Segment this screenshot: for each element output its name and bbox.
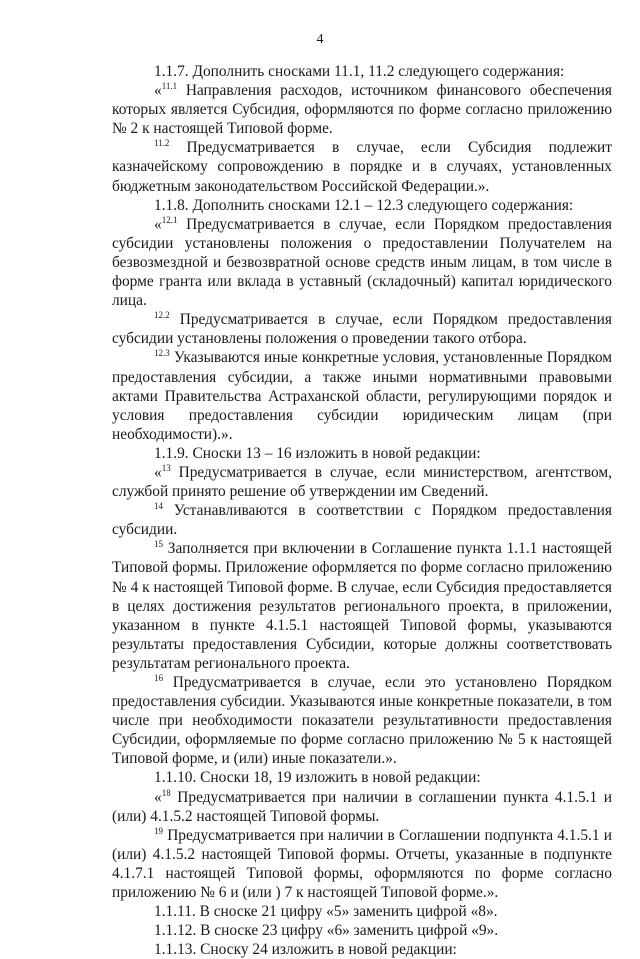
paragraph (112, 788, 612, 826)
paragraph-text: Предусматривается при наличии в соглашении пункта 4.1.5.1 и (или) 4.1.5.2 настоящей Типовой формы. (112, 788, 612, 825)
paragraph-text: Предусматривается в случае, если Субсидия подлежит казначейскому сопровождению в порядке и в случаях, установленных бюджетным законодательством Российской Федерации.». (112, 139, 612, 195)
paragraph-text: 1.1.11. В сноске 21 цифру «5» заменить цифрой «8». (154, 903, 498, 921)
footnote-marker: 13 (161, 462, 171, 473)
paragraph-text: 1.1.7. Дополнить сносками 11.1, 11.2 следующего содержания: (154, 63, 565, 80)
paragraph (112, 138, 612, 195)
paragraph (112, 501, 612, 539)
footnote-marker: 12.3 (154, 348, 170, 359)
paragraph-text: Предусматривается при наличии в Соглашении подпункта 4.1.5.1 и (или) 4.1.5.2 настоящей Типовой формы. Отчеты, указанные в подпункте 4.1.7.1 настоящей Типовой формы, оформляются по форме согласно приложению № 6 и (или ) 7 к настоящей Типовой форме.». (112, 826, 612, 902)
paragraph-text: 1.1.10. Сноски 18, 19 изложить в новой редакции: (154, 769, 481, 787)
footnote-marker: 14 (154, 501, 163, 512)
paragraph-text: Предусматривается в случае, если это установлено Порядком предоставления субсидии. Указываются иные конкретные показатели, в том числе при необходимости показатели результативности предоставления Субсидии, оформляемые по форме согласно приложению № 5 к настоящей Типовой форме, и (или) иные показатели.». (112, 674, 612, 768)
paragraph (112, 348, 612, 443)
document-body (112, 62, 612, 959)
paragraph (112, 81, 612, 138)
paragraph-text: Направления расходов, источником финансового обеспечения которых является Субсидия, оформляются по форме согласно приложению № 2 к настоящей Типовой форме. (112, 82, 612, 138)
paragraph (112, 62, 612, 81)
footnote-marker: 12.1 (161, 214, 178, 225)
paragraph-text: 1.1.12. В сноске 23 цифру «6» заменить цифрой «9». (154, 922, 499, 940)
paragraph-text: Предусматривается в случае, если Порядком предоставления субсидии установлены положения о проведении такого отбора. (112, 311, 612, 348)
footnote-marker: 18 (161, 787, 171, 798)
paragraph (112, 196, 612, 215)
paragraph-text: Предусматривается в случае, если министерством, агентством, службой принято решение об утверждении им Сведений. (112, 463, 612, 501)
paragraph (112, 673, 612, 768)
footnote-marker: 19 (154, 825, 163, 836)
paragraph (112, 215, 612, 310)
footnote-marker: 12.2 (154, 310, 170, 321)
paragraph-prefix: « (154, 463, 162, 481)
paragraph (112, 310, 612, 348)
paragraph-text: 1.1.8. Дополнить сносками 12.1 – 12.3 следующего содержания: (154, 196, 574, 214)
footnote-marker: 11.2 (154, 138, 170, 149)
footnote-marker: 11.1 (161, 81, 178, 92)
paragraph-text: Заполняется при включении в Соглашение пункта 1.1.1 настоящей Типовой формы. Приложение оформляется по форме согласно приложению № 4 к настоящей Типовой форме. В случае, если Субсидия предоставляется в целях достижения результатов регионального проекта, в приложении, указанном в пункте 4.1.5.1 настоящей Типовой формы, указываются результаты предоставления Субсидии, которые должны соответствовать результатам регионального проекта. (112, 540, 612, 672)
paragraph (112, 940, 612, 959)
page-number: 4 (316, 32, 324, 47)
paragraph-text: Указываются иные конкретные условия, установленные Порядком предоставления субсидии, а также иными нормативными правовыми актами Правительства Астраханской области, регулирующими порядок и условия предоставления субсидии юридическим лицам (при необходимости).». (112, 349, 612, 443)
footnote-marker: 15 (154, 539, 163, 550)
paragraph-prefix: « (154, 215, 162, 233)
paragraph (112, 826, 612, 902)
paragraph (112, 463, 612, 501)
paragraph-prefix: « (154, 788, 162, 806)
paragraph-text: 1.1.13. Сноску 24 изложить в новой редакции: (154, 941, 457, 959)
paragraph-prefix: « (154, 82, 162, 100)
paragraph-text: Предусматривается в случае, если Порядком предоставления субсидии установлены положения о предоставлении Получателем на безвозмездной и безвозвратной основе средств иным лицам, в том числе в форме гранта или вклада в уставный (складочный) капитал юридического лица. (112, 215, 612, 310)
paragraph (112, 444, 612, 463)
paragraph (112, 539, 612, 673)
paragraph-text: 1.1.9. Сноски 13 – 16 изложить в новой редакции: (154, 444, 481, 462)
paragraph (112, 921, 612, 940)
paragraph-text: Устанавливаются в соответствии с Порядком предоставления субсидии. (112, 502, 612, 539)
paragraph (112, 768, 612, 787)
footnote-marker: 16 (154, 673, 163, 683)
